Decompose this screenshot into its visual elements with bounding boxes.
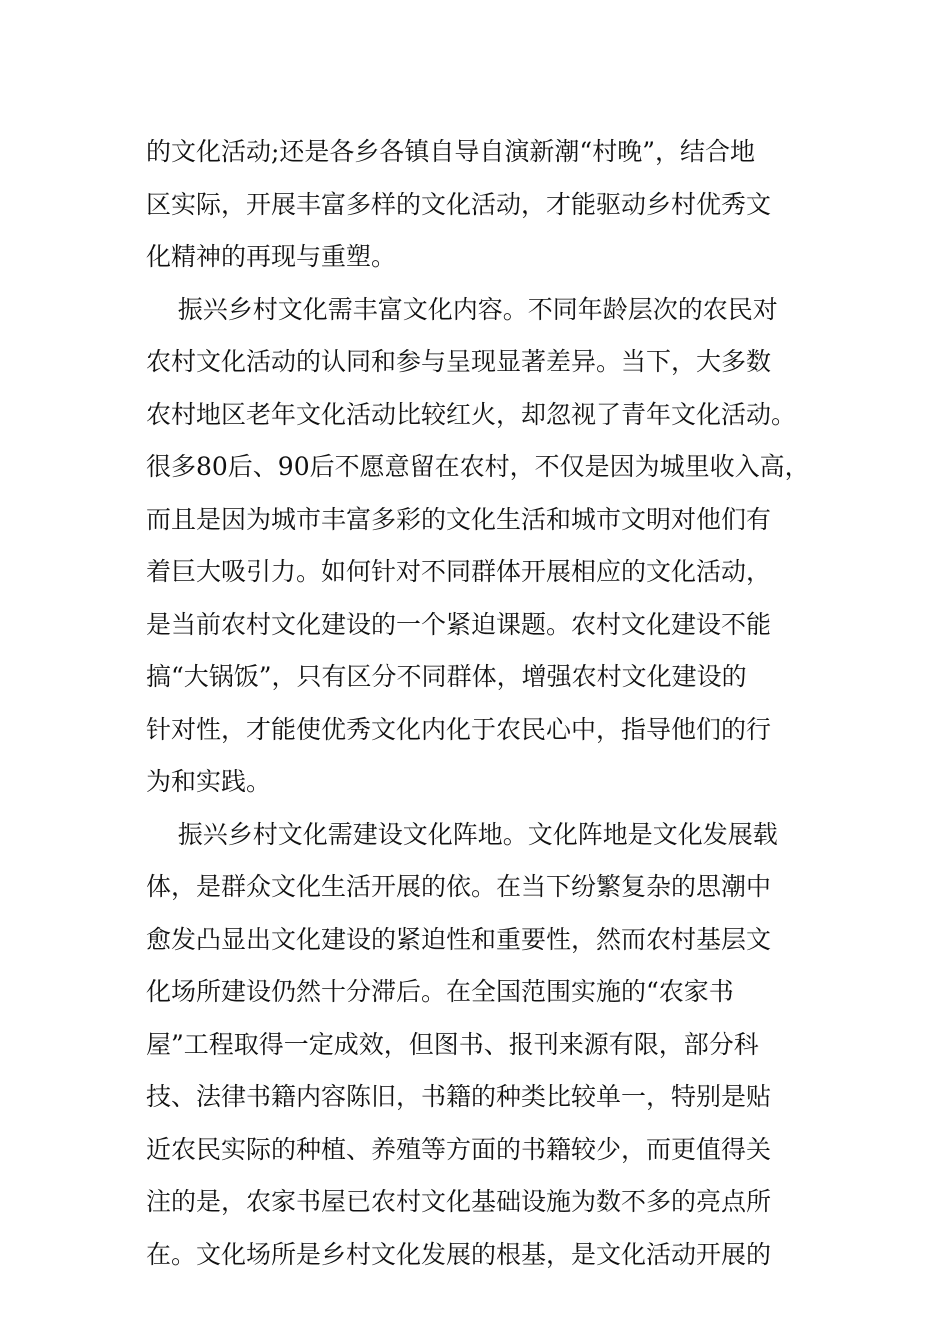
text-line: 为和实践。 [146, 767, 272, 796]
text-line: 搞“大锅饭”，只有区分不同群体，增强农村文化建设的 [146, 662, 747, 691]
text-line: 区实际，开展丰富多样的文化活动，才能驱动乡村优秀文 [146, 189, 772, 219]
text-line: 很多80后、90后不愿意留在农村，不仅是因为城里收入高， [146, 452, 810, 481]
body-text [146, 128, 826, 1283]
text-line: 注的是，农家书屋已农村文化基础设施为数不多的亮点所 [146, 1187, 772, 1216]
text-line: 化场所建设仍然十分滞后。在全国范围实施的“农家书 [146, 977, 734, 1006]
text-line: 振兴乡村文化需丰富文化内容。不同年龄层次的农民对 [146, 294, 778, 324]
text-line: 农村文化活动的认同和参与呈现显著差异。当下，大多数 [146, 347, 772, 376]
text-line: 的文化活动;还是各乡各镇自导自演新潮“村晚”，结合地 [146, 137, 755, 166]
text-line: 是当前农村文化建设的一个紧迫课题。农村文化建设不能 [146, 609, 772, 639]
text-line: 在。文化场所是乡村文化发展的根基，是文化活动开展的 [146, 1239, 772, 1269]
text-line: 农村地区老年文化活动比较红火，却忽视了青年文化活动。 [146, 399, 797, 429]
text-line: 技、法律书籍内容陈旧，书籍的种类比较单一，特别是贴 [146, 1082, 772, 1111]
text-line: 着巨大吸引力。如何针对不同群体开展相应的文化活动， [146, 557, 772, 586]
text-line: 而且是因为城市丰富多彩的文化生活和城市文明对他们有 [146, 504, 772, 534]
text-line: 针对性，才能使优秀文化内化于农民心中，指导他们的行 [146, 714, 772, 744]
text-line: 近农民实际的种植、养殖等方面的书籍较少，而更值得关 [146, 1134, 772, 1164]
text-line: 化精神的再现与重塑。 [146, 242, 397, 271]
text-line: 体，是群众文化生活开展的依。在当下纷繁复杂的思潮中 [146, 872, 772, 901]
text-line: 屋”工程取得一定成效，但图书、报刊来源有限，部分科 [146, 1029, 759, 1059]
text-line: 振兴乡村文化需建设文化阵地。文化阵地是文化发展载 [146, 819, 778, 849]
text-line: 愈发凸显出文化建设的紧迫性和重要性，然而农村基层文 [146, 924, 772, 954]
